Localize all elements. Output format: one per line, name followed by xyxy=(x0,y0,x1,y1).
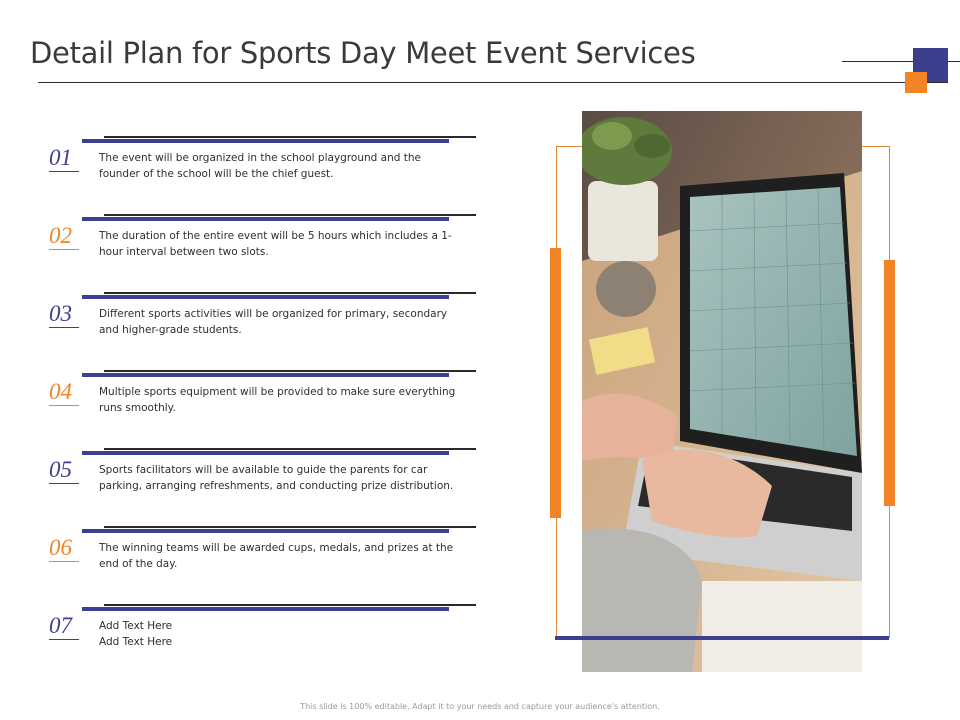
plan-item-04 xyxy=(0,370,520,448)
item-accent-bar xyxy=(82,217,449,221)
item-rule xyxy=(104,526,476,528)
item-number: 07 xyxy=(49,614,79,640)
item-rule xyxy=(104,136,476,138)
item-rule xyxy=(104,604,476,606)
item-text: Sports facilitators will be available to guide the parents for car parking, arranging refreshments, and conducting prize distribution. xyxy=(99,464,454,492)
plan-item-05 xyxy=(0,448,520,526)
item-rule xyxy=(104,448,476,450)
plan-item-01 xyxy=(0,136,520,214)
photo-frame-base-bar xyxy=(555,636,889,640)
item-text: Add Text Here Add Text Here xyxy=(99,620,173,648)
page-title: Detail Plan for Sports Day Meet Event Services xyxy=(30,36,696,70)
photo-frame-left-bar xyxy=(550,248,561,518)
item-accent-bar xyxy=(82,373,449,377)
item-accent-bar xyxy=(82,139,449,143)
item-accent-bar xyxy=(82,607,449,611)
plan-item-03 xyxy=(0,292,520,370)
plan-item-07 xyxy=(0,604,520,682)
item-text: Different sports activities will be organized for primary, secondary and higher-grade students. xyxy=(99,308,448,336)
item-rule xyxy=(104,370,476,372)
item-accent-bar xyxy=(82,295,449,299)
item-rule xyxy=(104,292,476,294)
item-number: 06 xyxy=(49,536,79,562)
item-text: The event will be organized in the school playground and the founder of the school will be the chief guest. xyxy=(99,152,421,180)
item-number: 02 xyxy=(49,224,79,250)
item-number: 01 xyxy=(49,146,79,172)
plan-item-06 xyxy=(0,526,520,604)
item-text: The winning teams will be awarded cups, medals, and prizes at the end of the day. xyxy=(99,542,454,570)
plan-item-02 xyxy=(0,214,520,292)
laptop-photo xyxy=(582,111,862,672)
item-number: 03 xyxy=(49,302,79,328)
title-divider xyxy=(38,82,948,83)
item-accent-bar xyxy=(82,451,449,455)
item-accent-bar xyxy=(82,529,449,533)
item-number: 05 xyxy=(49,458,79,484)
item-text: The duration of the entire event will be 5 hours which includes a 1-hour interval between two slots. xyxy=(99,230,452,258)
corner-accent-orange-square xyxy=(905,72,927,93)
item-number: 04 xyxy=(49,380,79,406)
footer-note: This slide is 100% editable. Adapt it to your needs and capture your audience's attention. xyxy=(300,702,660,711)
item-rule xyxy=(104,214,476,216)
photo-frame-right-bar xyxy=(884,260,895,506)
item-text: Multiple sports equipment will be provided to make sure everything runs smoothly. xyxy=(99,386,456,414)
